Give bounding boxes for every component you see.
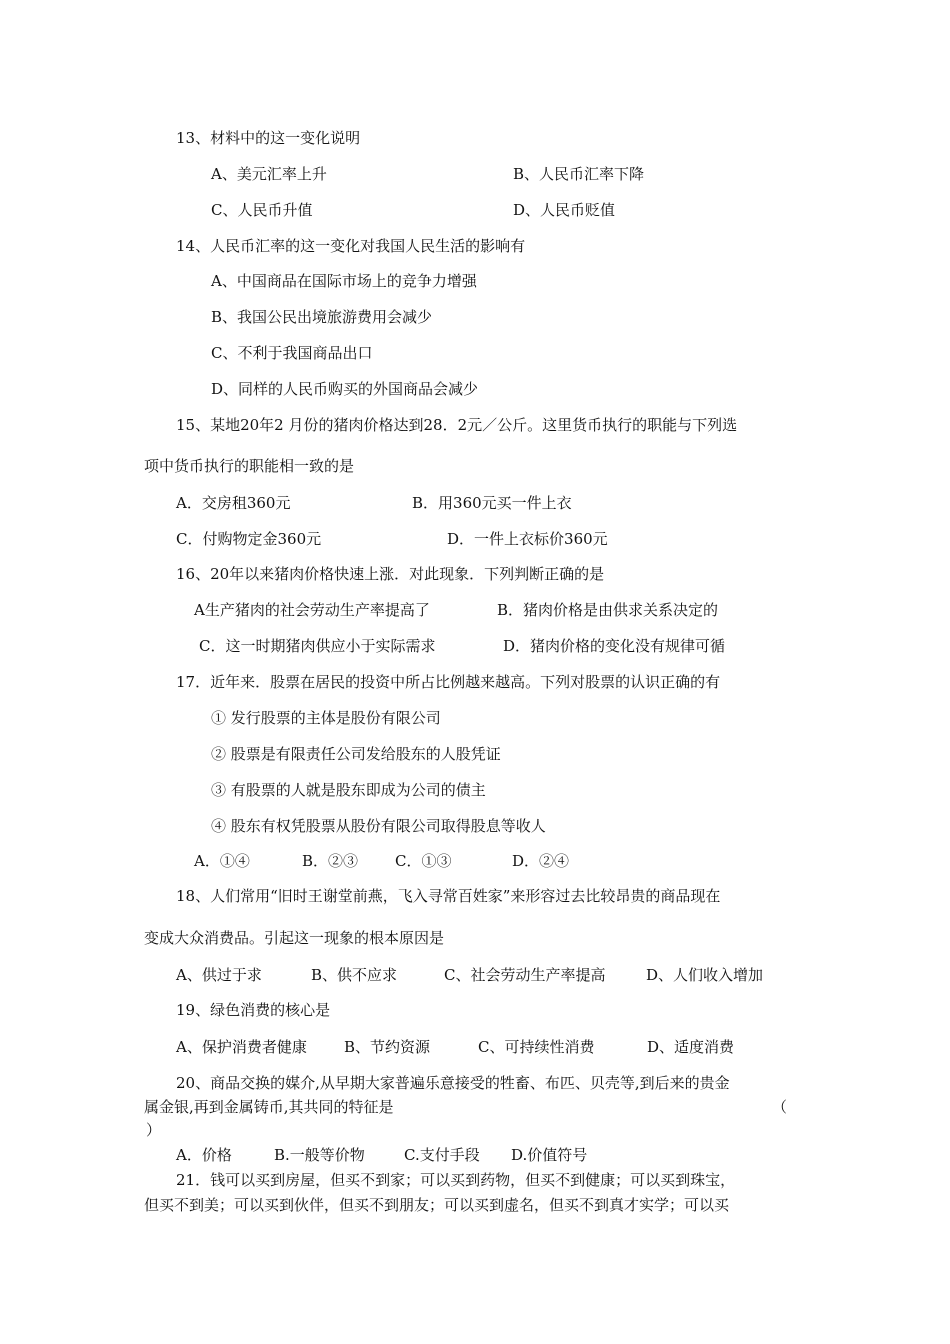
q19-stem: 19、绿色消费的核心是	[176, 1001, 331, 1019]
q16-stem: 16、20年以来猪肉价格快速上涨．对此现象．下列判断正确的是	[176, 565, 605, 583]
q21-stem-line2: 但买不到美；可以买到伙伴，但买不到朋友；可以买到虚名，但买不到真才实学；可以买	[144, 1196, 730, 1214]
q18-stem-line1: 18、人们常用“旧时王谢堂前燕，飞入寻常百姓家”来形容过去比较昂贵的商品现在	[176, 887, 721, 905]
q13-option-c: C、人民币升值	[211, 201, 313, 219]
q16-option-b: B．猪肉价格是由供求关系决定的	[497, 601, 719, 619]
q17-statement-2: ② 股票是有限责任公司发给股东的人股凭证	[211, 745, 501, 763]
q20-answer-paren-open: （	[772, 1098, 788, 1116]
q18-option-d: D、人们收入增加	[646, 966, 764, 984]
q14-option-d: D、同样的人民币购买的外国商品会减少	[211, 380, 479, 398]
q18-stem-line2: 变成大众消费品。引起这一现象的根本原因是	[144, 929, 445, 947]
q13-stem: 13、材料中的这一变化说明	[176, 129, 361, 147]
q21-stem-line1: 21．钱可以买到房屋，但买不到家；可以买到药物，但买不到健康；可以买到珠宝，	[176, 1171, 736, 1189]
q15-option-a: A．交房租360元	[176, 494, 291, 512]
q13-option-d: D、人民币贬值	[513, 201, 616, 219]
q16-option-d: D．猪肉价格的变化没有规律可循	[503, 637, 726, 655]
q17-stem: 17．近年来．股票在居民的投资中所占比例越来越高。下列对股票的认识正确的有	[176, 673, 721, 691]
q19-option-b: B、节约资源	[344, 1038, 431, 1056]
q19-option-a: A、保护消费者健康	[176, 1038, 307, 1056]
q13-option-a: A、美元汇率上升	[211, 165, 327, 183]
q16-option-c: C．这一时期猪肉供应小于实际需求	[199, 637, 436, 655]
q18-option-a: A、供过于求	[176, 966, 262, 984]
q15-stem-line1: 15、某地20年2 月份的猪肉价格达到28．2元／公斤。这里货币执行的职能与下列选	[176, 416, 738, 434]
q17-option-c: C．①③	[395, 852, 452, 870]
q16-option-a: A生产猪肉的社会劳动生产率提高了	[194, 601, 430, 619]
q20-stem-line1: 20、商品交换的媒介,从早期大家普遍乐意接受的牲畜、布匹、贝壳等,到后来的贵金	[176, 1074, 730, 1092]
q20-option-a: A．价格	[176, 1146, 232, 1164]
q17-statement-1: ① 发行股票的主体是股份有限公司	[211, 709, 441, 727]
q17-statement-3: ③ 有股票的人就是股东即成为公司的债主	[211, 781, 486, 799]
q15-option-b: B．用360元买一件上衣	[412, 494, 572, 512]
q15-option-d: D．一件上衣标价360元	[447, 530, 608, 548]
q17-option-a: A．①④	[194, 852, 250, 870]
q17-option-b: B．②③	[302, 852, 359, 870]
q13-option-b: B、人民币汇率下降	[513, 165, 645, 183]
q20-option-b: B.一般等价物	[274, 1146, 365, 1164]
q17-statement-4: ④ 股东有权凭股票从股份有限公司取得股息等收人	[211, 817, 546, 835]
q18-option-c: C、社会劳动生产率提高	[444, 966, 606, 984]
q14-option-c: C、不利于我国商品出口	[211, 344, 373, 362]
q19-option-d: D、适度消费	[647, 1038, 735, 1056]
q14-option-a: A、中国商品在国际市场上的竞争力增强	[211, 272, 477, 290]
q20-option-d: D.价值符号	[511, 1146, 588, 1164]
q19-option-c: C、可持续性消费	[478, 1038, 595, 1056]
q17-option-d: D．②④	[512, 852, 570, 870]
q15-stem-line2: 项中货币执行的职能相一致的是	[144, 457, 355, 475]
q14-option-b: B、我国公民出境旅游费用会减少	[211, 308, 433, 326]
q20-stem-line2: 属金银,再到金属铸币,其共同的特征是	[144, 1098, 394, 1116]
q14-stem: 14、人民币汇率的这一变化对我国人民生活的影响有	[176, 237, 526, 255]
q20-answer-paren-close: ）	[146, 1121, 162, 1139]
q20-option-c: C.支付手段	[404, 1146, 480, 1164]
q18-option-b: B、供不应求	[311, 966, 398, 984]
q15-option-c: C．付购物定金360元	[176, 530, 322, 548]
